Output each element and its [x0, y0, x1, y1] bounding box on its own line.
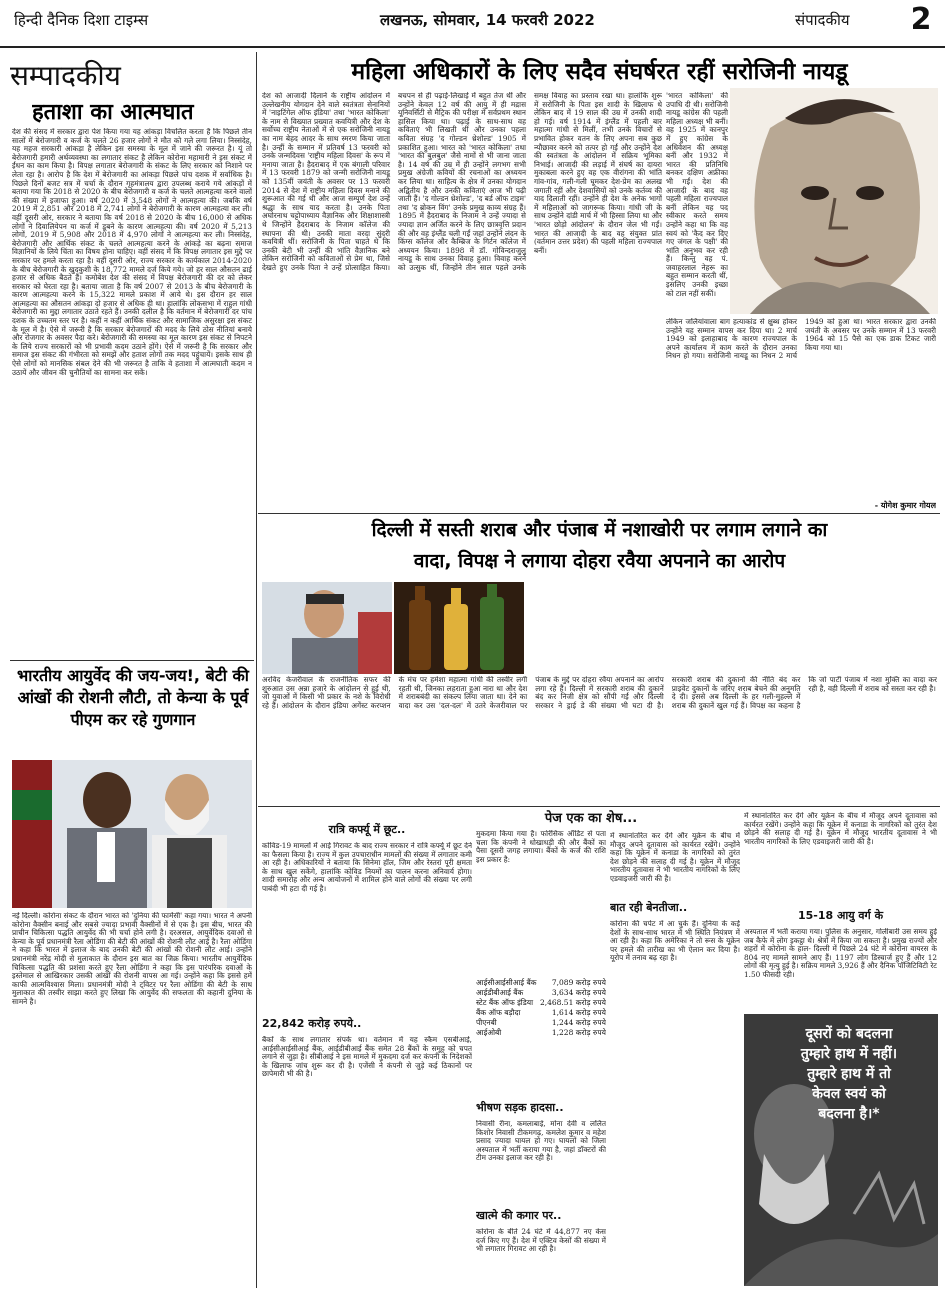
naidu-caption: 'भारत कोकिला' की उपाधि दी थी। सरोजिनी नायडू कांग्रेस की पहली महिला अध्यक्ष भी बनीं। वह 1925 में कानपुर में हुए कांग्रेस के अधिवेशन की अध्यक्ष बनीं और 1932 में भारत की प्रतिनिधि बनकर दक्षिण अफ्रीका भी गईं। देश की आजादी के बाद वह पहली महिला राज्यपाल बनीं लेकिन यह पद स्वीकार करते समय उन्होंने कहा था कि वह स्वयं को 'कैद कर दिए गए जंगल के पक्षी' की भांति अनुभव कर रही हैं। किन्तु वह पं. जवाहरलाल नेहरू का बहुत सम्मान करती थीं, इसलिए उनकी इच्छा को टाल नहीं सकीं।: [666, 92, 728, 298]
vaccine-lead: में स्थानांतरित कर देंगे और यूक्रेन के बीच में मौजूद अपने दूतावास को कार्यरत रखेंगे। उन्होंने कहा कि यूक्रेन में कनाडा के नागरिकों को तुरंत देश छोड़ने की सलाह दी गई है। यूक्रेन में मौजूद भारतीय दूतावास ने भी भारतीय नागरिकों के लिए एडवाइजरी जारी की है।: [744, 812, 937, 846]
naidu-byline: - योगेश कुमार गोयल: [874, 500, 936, 510]
section-name: संपादकीय: [795, 11, 850, 29]
quote-line-5: बदलना है।*: [818, 1106, 880, 1122]
bank-amount: 1,244 करोड़ रुपये: [551, 1018, 606, 1027]
vaccine-headline: 15-18 आयु वर्ग के: [797, 909, 884, 922]
bank-amount: 3,634 करोड़ रुपये: [551, 988, 606, 997]
jamaat-body: कोरोना की चपेट में आ चुके हैं। दुनिया के कई देशों के साथ-साथ भारत में भी स्थिति नियंत्रण में आ रही है। कहा कि अमेरिका ने तो रूस के यूक्रेन पर हमले की तारीख का भी ऐलान कर दिया है। यूरोप में तनाव बढ़ रहा है।: [610, 920, 740, 963]
more-headline: पेज एक का शेष...: [476, 808, 706, 828]
page-number: 2: [910, 2, 932, 37]
curfew-body: कोविड-19 मामलों में आई गिरावट के बाद राज्य सरकार ने रात्रि कर्फ्यू में छूट देने का फैसला किया है। राज्य में कुल उपचाराधीन मामलों की संख्या में लगातार कमी आ रही है। अधिकारियों ने बताया कि सिनेमा हॉल, जिम और रेस्तरां पूरी क्षमता के साथ खुल सकेंगे, हालांकि कोविड नियमों का पालन करना अनिवार्य होगा। शादी समारोह और अन्य आयोजनों में शामिल होने वाले लोगों की संख्या पर लगी पाबंदी भी हटा दी गई है।: [262, 842, 472, 893]
photo-kejriwal: [262, 582, 392, 674]
bank-name: पीएनबी: [476, 1018, 497, 1027]
table-row: [476, 988, 606, 998]
divider: [10, 660, 254, 661]
photo-liquor-bottles: [394, 582, 524, 674]
photo-odinga-modi: [12, 760, 252, 908]
crore-body: बैंकों के साथ लगातार संपर्क था। वर्तमान में यह स्कैम एसबीआई, आईसीआईसीआई बैंक, आईडीबीआई बैंक समेत 28 बैंकों के समूह को चपत लगाने से जुड़ा है। सीबीआई ने इस मामले में मुकदमा दर्ज कर कंपनी के निदेशकों के खिलाफ जांच शुरू कर दी है। एजेंसी ने कंपनी से जुड़े कई ठिकानों पर छापेमारी भी की है।: [262, 1036, 472, 1079]
table-row: [476, 998, 606, 1008]
bank-name: आईओबी: [476, 1028, 502, 1037]
naidu-headline: महिला अधिकारों के लिए सदैव संघर्षरत रहीं सरोजिनी नायडू: [351, 59, 848, 85]
ukraine-lead: में स्थानांतरित कर देंगे और यूक्रेन के बीच में मौजूद अपने दूतावास को कार्यरत रखेंगे। उन्होंने कहा कि यूक्रेन में कनाडा के नागरिकों को तुरंत देश छोड़ने की सलाह दी गई है। यूक्रेन में मौजूद भारतीय दूतावास ने भी भारतीय नागरिकों के लिए एडवाइजरी जारी की है।: [610, 832, 740, 883]
column-divider: [256, 52, 257, 1288]
editorial-body: देश की संसद में सरकार द्वारा पेश किया गया यह आंकड़ा विचलित करता है कि पिछले तीन सालों में बेरोजगारी व कर्ज के चलते 26 हजार लोगों ने मौत को गले लगा लिया। निस्संदेह, यह महज सरकारी आंकड़ा है लेकिन इस समस्या के मूल में जाने की जरूरत है। यूं तो बेरोजगारी हमारी अर्थव्यवस्था का लगातार संकट है लेकिन कोरोना महामारी ने इस संकट में ईंधन का काम किया है। विपक्ष लगातार बेरोजगारी के संकट के लिए सरकार को निशाने पर लेता रहा है। आरोप है कि देश में बेरोजगारी का आंकड़ा पिछले पांच दशक में सर्वाधिक है। पिछले दिनों बजट सत्र में चर्चा के दौरान गृहमंत्रालय द्वारा उपलब्ध कराये गये आंकड़ों में बताया गया कि 2018 से 2020 के बीच बेरोजगारी व कर्ज के चलते आत्महत्या करने वालों की संख्या में इजाफा हुआ। वर्ष 2020 में 3,548 लोगों ने आत्महत्या की। जबकि वर्ष 2019 में 2,851 और 2018 में 2,741 लोगों ने बेरोजगारी के कारण आत्महत्या कर ली। वहीं दूसरी ओर, सरकार ने बताया कि वर्ष 2018 से 2020 के बीच 16,000 से अधिक लोगों ने दिवालियेपन या कर्ज में डूबने के कारण आत्महत्या की। वर्ष 2020 में 5,213 लोगों, 2019 में 5,908 और 2018 में 4,970 लोगों ने आत्महत्या कर ली। निस्संदेह, बेरोजगारी और आर्थिक संकट के चलते आत्महत्या करने के आंकड़े का बढ़ना समाज विज्ञानियों के लिये चिंता का विषय होना चाहिए। वहीं संसद में कि विपक्ष लगातार इस मुद्दे पर सरकार पर हमले करता रहा है। वहीं दूसरी ओर, राज्य सरकार के कार्यकाल 2014-2020 के बीच बेरोजगारी के खुदकुशी के 18,772 मामले दर्ज किये गये। जो हर साल औसतन ढाई हजार से अधिक बैठते हैं। कमोबेश देश की संसद में विपक्ष बेरोजगारी की दर को लेकर सरकार को घेरता रहा है। बताया जाता है कि वर्ष 2007 से 2013 के बीच बेरोजगारी के कारण आत्महत्या करने के 15,322 मामले प्रकाश में आये थे। इस दौरान हर साल आत्महत्या का औसतन आंकड़ा दो हजार से अधिक ही था। हालांकि लोकसभा में राहुल गांधी बेरोजगारी का मुद्दा लगातार उठाते रहते हैं। उनकी दलील है कि वर्तमान में बेरोजगारी दर पांच दशक के उच्चतम स्तर पर है। कहीं न कहीं आर्थिक संकट और सामाजिक असुरक्षा इस संकट के मूल में है। ऐसे में जरूरी है कि सरकार बेरोजगारों की मदद के लिये ठोस नीतियां बनाये और रोजगार के अवसर पैदा करे। बेरोजगारी की समस्या का मूल कारण इस संकट से निपटने के लिये राज्य सरकारों को भी प्रभावी कदम उठाने होंगे। ऐसे में जरूरी है कि सरकार और समाज इस संकट की गंभीरता को समझें और हताश लोगों तक मदद पहुंचायें। इसके साथ ही ऐसे लोगों को मानसिक संबल देने की भी जरूरत है ताकि वे हताशा में आत्मघाती कदम न उठायें और जीवन की चुनौतियों का सामना कर सकें।: [12, 128, 252, 377]
paper-name: हिन्दी दैनिक दिशा टाइम्स: [14, 11, 149, 29]
masthead: [0, 0, 945, 48]
bank-name: आईसीआईसीआई बैंक: [476, 978, 537, 987]
table-row: [476, 1018, 606, 1028]
editorial-section-title: सम्पादकीय: [10, 59, 121, 92]
editorial-headline: हताशा का आत्मघात: [32, 100, 194, 125]
bank-amount: 1,614 करोड़ रुपये: [551, 1008, 606, 1017]
bank-name: स्टेट बैंक ऑफ इंडिया: [476, 998, 534, 1007]
bank-name: बैंक ऑफ बड़ौदा: [476, 1008, 521, 1017]
more-body: मुकदमा किया गया है। फोरेंसिक ऑडिट से पता चला कि कंपनी ने धोखाधड़ी की और बैंकों का पैसा दूसरी जगह लगाया। बैंकों के कर्ज की राशि इस प्रकार है:: [476, 830, 606, 864]
bank-amount: 7,089 करोड़ रुपये: [551, 978, 606, 987]
jamaat-headline: बात रही बेनतीजा..: [610, 901, 688, 914]
quote-line-1: दूसरों को बदलना: [805, 1026, 893, 1042]
bank-amount: 2,468.51 करोड़ रुपये: [539, 998, 606, 1007]
curfew-headline: रात्रि कर्फ्यू में छूट..: [328, 823, 406, 836]
ayurveda-body: नई दिल्ली। कोरोना संकट के दौरान भारत को 'दुनिया की फार्मेसी' कहा गया। भारत ने अपनी कोरोना वैक्सीन बनाई और सबसे ज्यादा प्रभावी वैक्सीनों में से एक है। इस बीच, भारत की प्राचीन चिकित्सा पद्धति आयुर्वेद की भी चर्चा होने लगी है। दरअसल, आयुर्वेदिक दवाओं से केन्या के पूर्व प्रधानमंत्री रैला ओडिंगा की बेटी की आंखों की रोशनी लौट आई है। रैला ओडिंगा ने कहा कि भारत में इलाज के बाद उनकी बेटी की आंखों की रोशनी लौट आई। उन्होंने प्रधानमंत्री नरेंद्र मोदी से मुलाकात के दौरान इस बात का जिक्र किया। भारतीय आयुर्वेदिक चिकित्सा पद्धति की प्रशंसा करते हुए रैला ओडिंगा ने कहा कि इस पारंपरिक दवाओं के इस्तेमाल से आखिरकार उसकी आंखों की रोशनी वापस आ गई। उन्होंने कहा कि इससे हमें काफी आत्मविश्वास मिला। प्रधानमंत्री मोदी ने ट्विटर पर रैला ओडिंगा की बेटी के साथ मुलाकात की तस्वीर साझा करते हुए लिखा कि आयुर्वेद की सफलता की कहानी दुनिया के सामने है।: [12, 912, 252, 1006]
quote-line-2: तुम्हारे हाथ में नहीं।: [800, 1046, 898, 1062]
naidu-body: देश को आजादी दिलाने के राष्ट्रीय आंदोलन में उल्लेखनीय योगदान देने वाले स्वतंत्रता सेनानियों में 'नाइटिंगेल ऑफ इंडिया' तथा 'भारत कोकिला' के नाम से विख्यात प्रख्यात कवयित्री और देश के सर्वोच्च राष्ट्रीय नेताओं में से एक सरोजिनी नायडू का नाम बेहद आदर के साथ स्मरण किया जाता है। उन्हीं के सम्मान में प्रतिवर्ष 13 फरवरी को उनके जन्मदिवस 'राष्ट्रीय महिला दिवस' के रूप में मनाया जाता है। हैदराबाद में एक बंगाली परिवार में 13 फरवरी 1879 को जन्मी सरोजिनी नायडू को 135वीं जयंती के अवसर पर 13 फरवरी 2014 से देश में राष्ट्रीय महिला दिवस मनाने की शुरूआत की गई थी और आज सम्पूर्ण देश उन्हें श्रद्धा के साथ याद करता है। उनके पिता अघोरनाथ चट्टोपाध्याय वैज्ञानिक और शिक्षाशास्त्री थे जिन्होंने हैदराबाद के निजाम कॉलेज की स्थापना की थी। उनकी माता वरदा सुंदरी कवयित्री थीं। सरोजिनी के पिता चाहते थे कि उनकी बेटी भी उन्हीं की भांति वैज्ञानिक बने लेकिन सरोजिनी को कविताओं से प्रेम था, जिसे देखते हुए उनके पिता ने उन्हें प्रोत्साहित किया। बचपन से ही पढ़ाई-लिखाई में बहुत तेज थीं और उन्होंने केवल 12 वर्ष की आयु में ही मद्रास यूनिवर्सिटी से मैट्रिक की परीक्षा में सर्वप्रथम स्थान हासिल किया था। पढ़ाई के साथ-साथ वह कविताएं भी लिखती थीं और उनका पहला कविता संग्रह 'द गोल्डन थ्रेशोल्ड' 1905 में प्रकाशित हुआ। भारत को 'भारत कोकिला' तथा 'भारत की बुलबुल' जैसे नामों से भी जाना जाता है। 14 वर्ष की उम्र में ही उन्होंने लगभग सभी प्रमुख अंग्रेजी कवियों की रचनाओं का अध्ययन कर लिया था। साहित्य के क्षेत्र में उनका योगदान अद्वितीय है और उनकी कविताएं आज भी पढ़ी जाती हैं। 'द गोल्डन थ्रेशोल्ड', 'द बर्ड ऑफ टाइम' तथा 'द ब्रोकन विंग' उनके प्रमुख काव्य संग्रह हैं। 1895 में हैदराबाद के निजाम ने उन्हें ज्यादा से ज्यादा ज्ञान अर्जित करने के लिए छात्रवृत्ति प्रदान की और वह इंग्लैंड चली गईं जहां उन्होंने लंदन के किंग्स कॉलेज और कैम्ब्रिज के गिर्टन कॉलेज में अध्ययन किया। 1898 में डॉ. गोविन्दराजुलु नायडू के साथ उनका विवाह हुआ। विवाह करने को उत्सुक थीं, जिन्होंने तीन साल पहले उनके समक्ष विवाह का प्रस्ताव रखा था। हालांकि शुरू में सरोजिनी के पिता इस शादी के खिलाफ थे लेकिन बाद में 19 साल की उम्र में उनकी शादी हो गई। वर्ष 1914 में इंग्लैंड में पहली बार महात्मा गांधी से मिलीं, तभी उनके विचारों से प्रभावित होकर वतन के लिए अपना सब कुछ न्यौछावर करने को तत्पर हो गईं और उन्होंने देश की स्वतंत्रता के आंदोलन में सक्रिय भूमिका निभाई। आजादी की लड़ाई में संघर्ष का दायरा मुकाबला करने हुए वह एक वीरांगना की भांति गांव-गांव, गली-गली घूमकर देश-प्रेम का अलख जगाती रहीं और देशवासियों को उनके कर्तव्य की याद दिलाती रहीं। उन्होंने ही देश के अनेक भागों में महिलाओं को जागरूक किया। गांधी जी के साथ उन्होंने दांडी मार्च में भी हिस्सा लिया था और 'भारत छोड़ो आंदोलन' के दौरान जेल भी गईं। भारत की आजादी के बाद वह संयुक्त प्रांत (वर्तमान उत्तर प्रदेश) की पहली महिला राज्यपाल बनीं।: [262, 92, 662, 272]
crore-headline: 22,842 करोड़ रुपये..: [262, 1017, 362, 1030]
ayurveda-headline: भारतीय आयुर्वेद की जय-जय!, बेटी की आंखों की रोशनी लौटी, तो केन्या के पूर्व पीएम कर रहे गुणगान: [17, 666, 249, 729]
bank-name: आईडीबीआई बैंक: [476, 988, 524, 997]
divider: [258, 806, 940, 807]
liquor-headline-line2: वादा, विपक्ष ने लगाया दोहरा रवैया अपनाने का आरोप: [413, 550, 786, 572]
quote-box: [744, 1014, 938, 1286]
quote-line-3: तुम्हारे हाथ में तो: [807, 1066, 891, 1082]
table-row: [476, 1008, 606, 1018]
liquor-headline-line1: दिल्ली में सस्ती शराब और पंजाब में नशाखोरी पर लगाम लगाने का: [371, 519, 828, 541]
quote-line-4: केवल स्वयं को: [812, 1086, 886, 1102]
corona-headline: खात्मे की कगार पर..: [476, 1209, 562, 1222]
photo-naidu-portrait: [730, 88, 938, 314]
dateline: लखनऊ, सोमवार, 14 फरवरी 2022: [380, 11, 595, 29]
liquor-body: अरविंद केजरीवाल के राजनीतिक सफर की शुरुआत उस अन्ना हजारे के आंदोलन से हुई थी, जो युवाओं में किसी भी प्रकार के नशे के विरोधी रहे हैं। आंदोलन के दौरान इंडिया अगेंस्ट करप्शन के मंच पर हमेशा महात्मा गांधी की तस्वीर लगी रहती थी, जिनका लहराता हुआ नारा था और देश में शराबबंदी का संकल्प लिया जाता था। देने का वादा कर उस 'दल-दल' में उतरे केजरीवाल पर पंजाब के मुद्दे पर दोहरा रवैया अपनाने का आरोप लगा रहे हैं। दिल्ली में सरकारी शराब की दुकानें बंद कर निजी क्षेत्र को सौंपी गईं और दिल्ली सरकार ने ड्राई डे की संख्या भी घटा दी है। सरकारी शराब की दुकानों की नीति बंद कर प्राइवेट दुकानों के जरिए शराब बेचने की अनुमति दे दी। इससे अब दिल्ली के हर गली-मुहल्ले में शराब की दुकानें खुल गई हैं। विपक्ष का कहना है कि जो पार्टी पंजाब में नशा मुक्ति का वादा कर रही है, वही दिल्ली में शराब को सस्ता कर रही है।: [262, 676, 937, 710]
table-row: [476, 1028, 606, 1038]
accident-headline: भीषण सड़क हादसा..: [476, 1101, 564, 1114]
naidu-more: लेकिन जलियांवाला बाग हत्याकांड से क्षुब्ध होकर उन्होंने यह सम्मान वापस कर दिया था। 2 मार्च 1949 को इलाहाबाद के कारण राज्यपाल के अपने कार्यालय में काम करते के दौरान उनका निधन हो गया। सरोजिनी नायडू का निधन 2 मार्च 1949 को हुआ था। भारत सरकार द्वारा उनकी जयंती के अवसर पर उनके सम्मान में 13 फरवरी 1964 को 15 पैसे का एक डाक टिकट जारी किया गया था।: [666, 318, 936, 361]
corona-body: कोरोना के बीते 24 घंटे में 44,877 नए केस दर्ज किए गए हैं। देश में एक्टिव केसों की संख्या में भी लगातार गिरावट आ रही है।: [476, 1228, 606, 1254]
accident-body: निवासी रीना, कमलाबाई, मोना देवी व ललित किशोर निवासी टीकमगढ़, कमलेश कुमार व महेश प्रसाद ज्यादा घायल हो गए। घायलों को जिला अस्पताल में भर्ती कराया गया है, जहां डॉक्टरों की टीम उनका इलाज कर रही है।: [476, 1120, 606, 1163]
divider: [258, 513, 940, 514]
bank-table: [476, 978, 606, 1048]
bank-amount: 1,228 करोड़ रुपये: [551, 1028, 606, 1037]
table-row: [476, 978, 606, 988]
vaccine-body: अस्पताल में भर्ती कराया गया। पुलिस के अनुसार, गोलीबारी उस समय हुई जब कैफे में लोग इकट्ठा थे। श्रेत्रों में किया जा सकता है। प्रमुख राज्यों और शहरों में कोरोना के हाल- दिल्ली में पिछले 24 घंटे में कोरोना वायरस के 804 नए मामले सामने आए हैं। 1197 लोग डिस्चार्ज हुए हैं और 12 लोगों की मृत्यु हुई है। सक्रिय मामले 3,926 हैं और दैनिक पॉजिटिविटी रेट 1.50 फीसदी रही।: [744, 928, 937, 979]
